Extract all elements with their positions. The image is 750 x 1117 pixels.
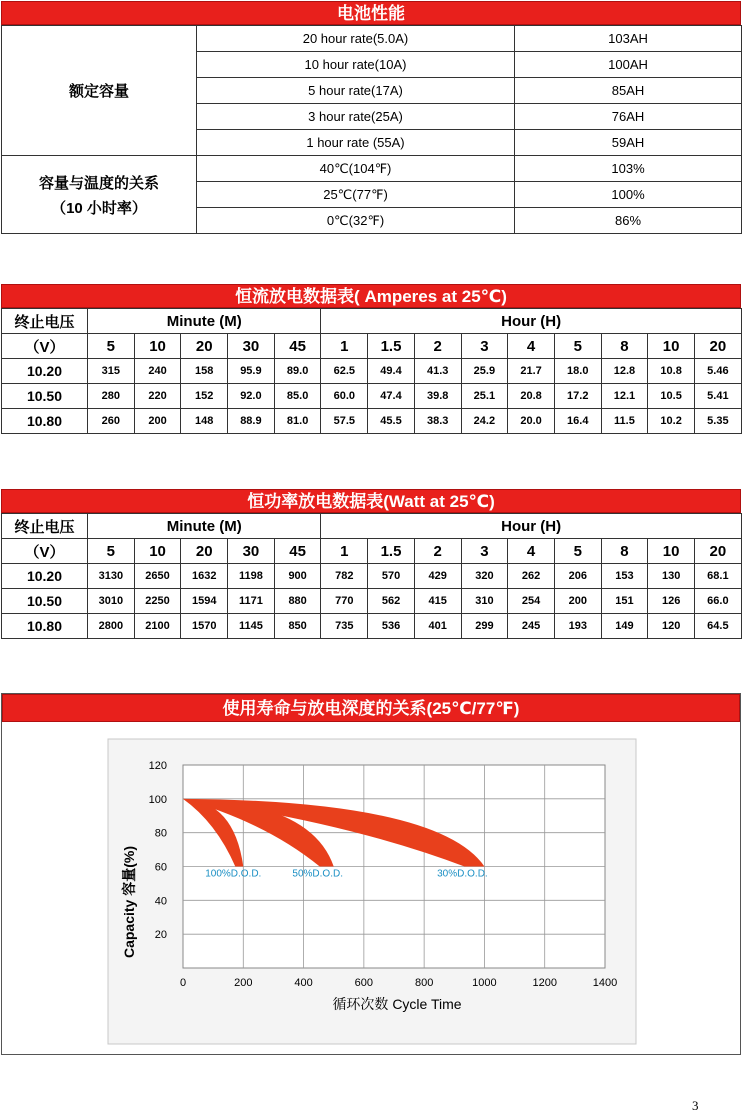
time-header-cell: 20 <box>694 334 741 359</box>
discharge-rate-cell: 10 hour rate(10A) <box>197 52 515 78</box>
value-cell: 310 <box>461 589 508 614</box>
value-cell: 49.4 <box>368 359 415 384</box>
x-tick-label: 0 <box>179 977 187 989</box>
time-header-cell: 2 <box>414 334 461 359</box>
time-header-cell: 3 <box>461 334 508 359</box>
value-cell: 11.5 <box>601 409 648 434</box>
value-cell: 130 <box>648 564 695 589</box>
time-header-cell: 5 <box>554 334 601 359</box>
value-cell: 92.0 <box>228 384 275 409</box>
x-tick-label: 1200 <box>532 977 557 989</box>
power-discharge-table <box>1 513 742 639</box>
time-header-cell: 4 <box>508 539 555 564</box>
value-cell: 320 <box>461 564 508 589</box>
value-cell: 245 <box>508 614 555 639</box>
time-header-cell: 8 <box>601 539 648 564</box>
value-cell: 16.4 <box>554 409 601 434</box>
value-cell: 152 <box>181 384 228 409</box>
time-row <box>2 539 742 564</box>
value-cell: 3010 <box>88 589 135 614</box>
value-cell: 95.9 <box>228 359 275 384</box>
value-cell: 81.0 <box>274 409 321 434</box>
value-cell: 260 <box>88 409 135 434</box>
value-cell: 89.0 <box>274 359 321 384</box>
time-header-cell: 1.5 <box>368 334 415 359</box>
voltage-unit-header: （V） <box>2 539 88 564</box>
value-cell: 153 <box>601 564 648 589</box>
value-cell: 401 <box>414 614 461 639</box>
value-cell: 39.8 <box>414 384 461 409</box>
x-tick-label: 1400 <box>592 977 618 989</box>
minute-header: Minute (M) <box>88 514 321 539</box>
value-cell: 782 <box>321 564 368 589</box>
time-header-cell: 5 <box>88 539 135 564</box>
capacity-percent-cell: 86% <box>515 208 742 234</box>
capacity-value-cell: 85AH <box>515 78 742 104</box>
y-tick-label: 120 <box>148 760 167 772</box>
hour-header: Hour (H) <box>321 309 741 334</box>
cycle-life-section <box>1 693 741 1055</box>
current-discharge-section <box>1 284 741 434</box>
dod-label: 100%D.O.D. <box>205 868 262 880</box>
power-discharge-section <box>1 489 741 639</box>
value-cell: 21.7 <box>508 359 555 384</box>
time-header-cell: 1.5 <box>368 539 415 564</box>
value-cell: 415 <box>414 589 461 614</box>
value-cell: 10.8 <box>648 359 695 384</box>
y-tick-label: 40 <box>154 895 167 908</box>
dod-label: 30%D.O.D. <box>437 868 488 880</box>
value-cell: 220 <box>134 384 181 409</box>
value-cell: 206 <box>554 564 601 589</box>
value-cell: 536 <box>368 614 415 639</box>
dod-label: 50%D.O.D. <box>292 868 344 880</box>
value-cell: 1632 <box>181 564 228 589</box>
value-cell: 254 <box>508 589 555 614</box>
value-cell: 570 <box>368 564 415 589</box>
time-header-cell: 1 <box>321 539 368 564</box>
y-axis-label: Capacity 容量(%) <box>121 845 137 959</box>
value-cell: 193 <box>554 614 601 639</box>
value-cell: 299 <box>461 614 508 639</box>
performance-table <box>1 25 742 234</box>
end-voltage-cell: 10.80 <box>2 614 88 639</box>
y-tick-label: 60 <box>154 861 167 874</box>
capacity-value-cell: 76AH <box>515 104 742 130</box>
value-cell: 64.5 <box>694 614 741 639</box>
time-header-cell: 3 <box>461 539 508 564</box>
value-cell: 1198 <box>228 564 275 589</box>
time-header-cell: 8 <box>601 334 648 359</box>
value-cell: 57.5 <box>321 409 368 434</box>
value-cell: 429 <box>414 564 461 589</box>
value-cell: 20.8 <box>508 384 555 409</box>
end-voltage-cell: 10.80 <box>2 409 88 434</box>
minute-header: Minute (M) <box>88 309 321 334</box>
value-cell: 120 <box>648 614 695 639</box>
table-row <box>2 384 742 409</box>
value-cell: 2650 <box>134 564 181 589</box>
table-row <box>2 359 742 384</box>
end-voltage-cell: 10.50 <box>2 384 88 409</box>
end-voltage-header: 终止电压 <box>2 309 88 334</box>
cycle-life-chart <box>2 722 740 1054</box>
value-cell: 24.2 <box>461 409 508 434</box>
value-cell: 45.5 <box>368 409 415 434</box>
value-cell: 200 <box>554 589 601 614</box>
value-cell: 900 <box>274 564 321 589</box>
time-header-cell: 20 <box>181 334 228 359</box>
voltage-unit-header: （V） <box>2 334 88 359</box>
value-cell: 148 <box>181 409 228 434</box>
value-cell: 2800 <box>88 614 135 639</box>
temperature-cell: 25℃(77℉) <box>197 182 515 208</box>
end-voltage-cell: 10.20 <box>2 564 88 589</box>
time-header-cell: 2 <box>414 539 461 564</box>
time-header-cell: 30 <box>228 334 275 359</box>
y-tick-label: 100 <box>148 793 167 806</box>
capacity-temperature-label <box>2 156 197 234</box>
capacity-percent-cell: 100% <box>515 182 742 208</box>
discharge-rate-cell: 1 hour rate (55A) <box>197 130 515 156</box>
y-tick-label: 20 <box>154 929 167 942</box>
value-cell: 3130 <box>88 564 135 589</box>
value-cell: 562 <box>368 589 415 614</box>
x-axis-label: 循环次数 Cycle Time <box>332 996 462 1012</box>
value-cell: 12.8 <box>601 359 648 384</box>
value-cell: 126 <box>648 589 695 614</box>
value-cell: 880 <box>274 589 321 614</box>
value-cell: 262 <box>508 564 555 589</box>
time-header-cell: 10 <box>648 334 695 359</box>
table-row <box>2 564 742 589</box>
value-cell: 20.0 <box>508 409 555 434</box>
rated-capacity-label: 额定容量 <box>2 26 197 156</box>
value-cell: 149 <box>601 614 648 639</box>
value-cell: 25.9 <box>461 359 508 384</box>
time-header-cell: 20 <box>694 539 741 564</box>
temp-label-line1: 容量与温度的关系 <box>38 174 159 192</box>
value-cell: 60.0 <box>321 384 368 409</box>
capacity-row <box>2 26 742 52</box>
current-discharge-table <box>1 308 742 434</box>
time-header-cell: 5 <box>88 334 135 359</box>
value-cell: 62.5 <box>321 359 368 384</box>
value-cell: 850 <box>274 614 321 639</box>
value-cell: 151 <box>601 589 648 614</box>
time-header-cell: 4 <box>508 334 555 359</box>
value-cell: 85.0 <box>274 384 321 409</box>
capacity-percent-cell: 103% <box>515 156 742 182</box>
x-tick-label: 800 <box>414 977 434 989</box>
value-cell: 770 <box>321 589 368 614</box>
value-cell: 10.2 <box>648 409 695 434</box>
table-row <box>2 589 742 614</box>
value-cell: 18.0 <box>554 359 601 384</box>
value-cell: 68.1 <box>694 564 741 589</box>
x-tick-label: 200 <box>234 977 253 989</box>
x-tick-label: 600 <box>354 977 374 989</box>
end-voltage-cell: 10.20 <box>2 359 88 384</box>
page-number: 3 <box>692 1098 699 1113</box>
end-voltage-cell: 10.50 <box>2 589 88 614</box>
value-cell: 735 <box>321 614 368 639</box>
performance-title: 电池性能 <box>1 1 741 25</box>
value-cell: 1171 <box>228 589 275 614</box>
time-header-cell: 10 <box>134 539 181 564</box>
value-cell: 25.1 <box>461 384 508 409</box>
end-voltage-header: 终止电压 <box>2 514 88 539</box>
performance-section <box>1 1 741 234</box>
value-cell: 47.4 <box>368 384 415 409</box>
value-cell: 41.3 <box>414 359 461 384</box>
discharge-rate-cell: 5 hour rate(17A) <box>197 78 515 104</box>
value-cell: 315 <box>88 359 135 384</box>
current-table-title: 恒流放电数据表( Amperes at 25℃) <box>1 284 741 308</box>
value-cell: 200 <box>134 409 181 434</box>
value-cell: 240 <box>134 359 181 384</box>
value-cell: 66.0 <box>694 589 741 614</box>
value-cell: 5.46 <box>694 359 741 384</box>
value-cell: 280 <box>88 384 135 409</box>
temperature-cell: 0℃(32℉) <box>197 208 515 234</box>
capacity-value-cell: 59AH <box>515 130 742 156</box>
value-cell: 12.1 <box>601 384 648 409</box>
table-row <box>2 409 742 434</box>
table-row <box>2 614 742 639</box>
time-header-cell: 45 <box>274 334 321 359</box>
header-row <box>2 514 742 539</box>
capacity-value-cell: 100AH <box>515 52 742 78</box>
value-cell: 2100 <box>134 614 181 639</box>
temperature-row <box>2 156 742 182</box>
hour-header: Hour (H) <box>321 514 741 539</box>
value-cell: 1145 <box>228 614 275 639</box>
x-tick-label: 400 <box>294 977 313 989</box>
capacity-value-cell: 103AH <box>515 26 742 52</box>
time-header-cell: 1 <box>321 334 368 359</box>
value-cell: 158 <box>181 359 228 384</box>
temp-label-line2: （10 小时率） <box>51 199 147 217</box>
y-tick-label: 80 <box>154 827 167 840</box>
header-row <box>2 309 742 334</box>
time-header-cell: 5 <box>554 539 601 564</box>
value-cell: 88.9 <box>228 409 275 434</box>
value-cell: 5.41 <box>694 384 741 409</box>
discharge-rate-cell: 3 hour rate(25A) <box>197 104 515 130</box>
time-header-cell: 30 <box>228 539 275 564</box>
time-header-cell: 45 <box>274 539 321 564</box>
value-cell: 5.35 <box>694 409 741 434</box>
power-table-title: 恒功率放电数据表(Watt at 25℃) <box>1 489 741 513</box>
discharge-rate-cell: 20 hour rate(5.0A) <box>197 26 515 52</box>
time-header-cell: 20 <box>181 539 228 564</box>
value-cell: 2250 <box>134 589 181 614</box>
time-header-cell: 10 <box>134 334 181 359</box>
temperature-cell: 40℃(104℉) <box>197 156 515 182</box>
value-cell: 38.3 <box>414 409 461 434</box>
value-cell: 10.5 <box>648 384 695 409</box>
value-cell: 17.2 <box>554 384 601 409</box>
time-header-cell: 10 <box>648 539 695 564</box>
value-cell: 1594 <box>181 589 228 614</box>
time-row <box>2 334 742 359</box>
x-tick-label: 1000 <box>472 977 497 989</box>
value-cell: 1570 <box>181 614 228 639</box>
life-chart-title: 使用寿命与放电深度的关系(25℃/77℉) <box>2 694 740 722</box>
